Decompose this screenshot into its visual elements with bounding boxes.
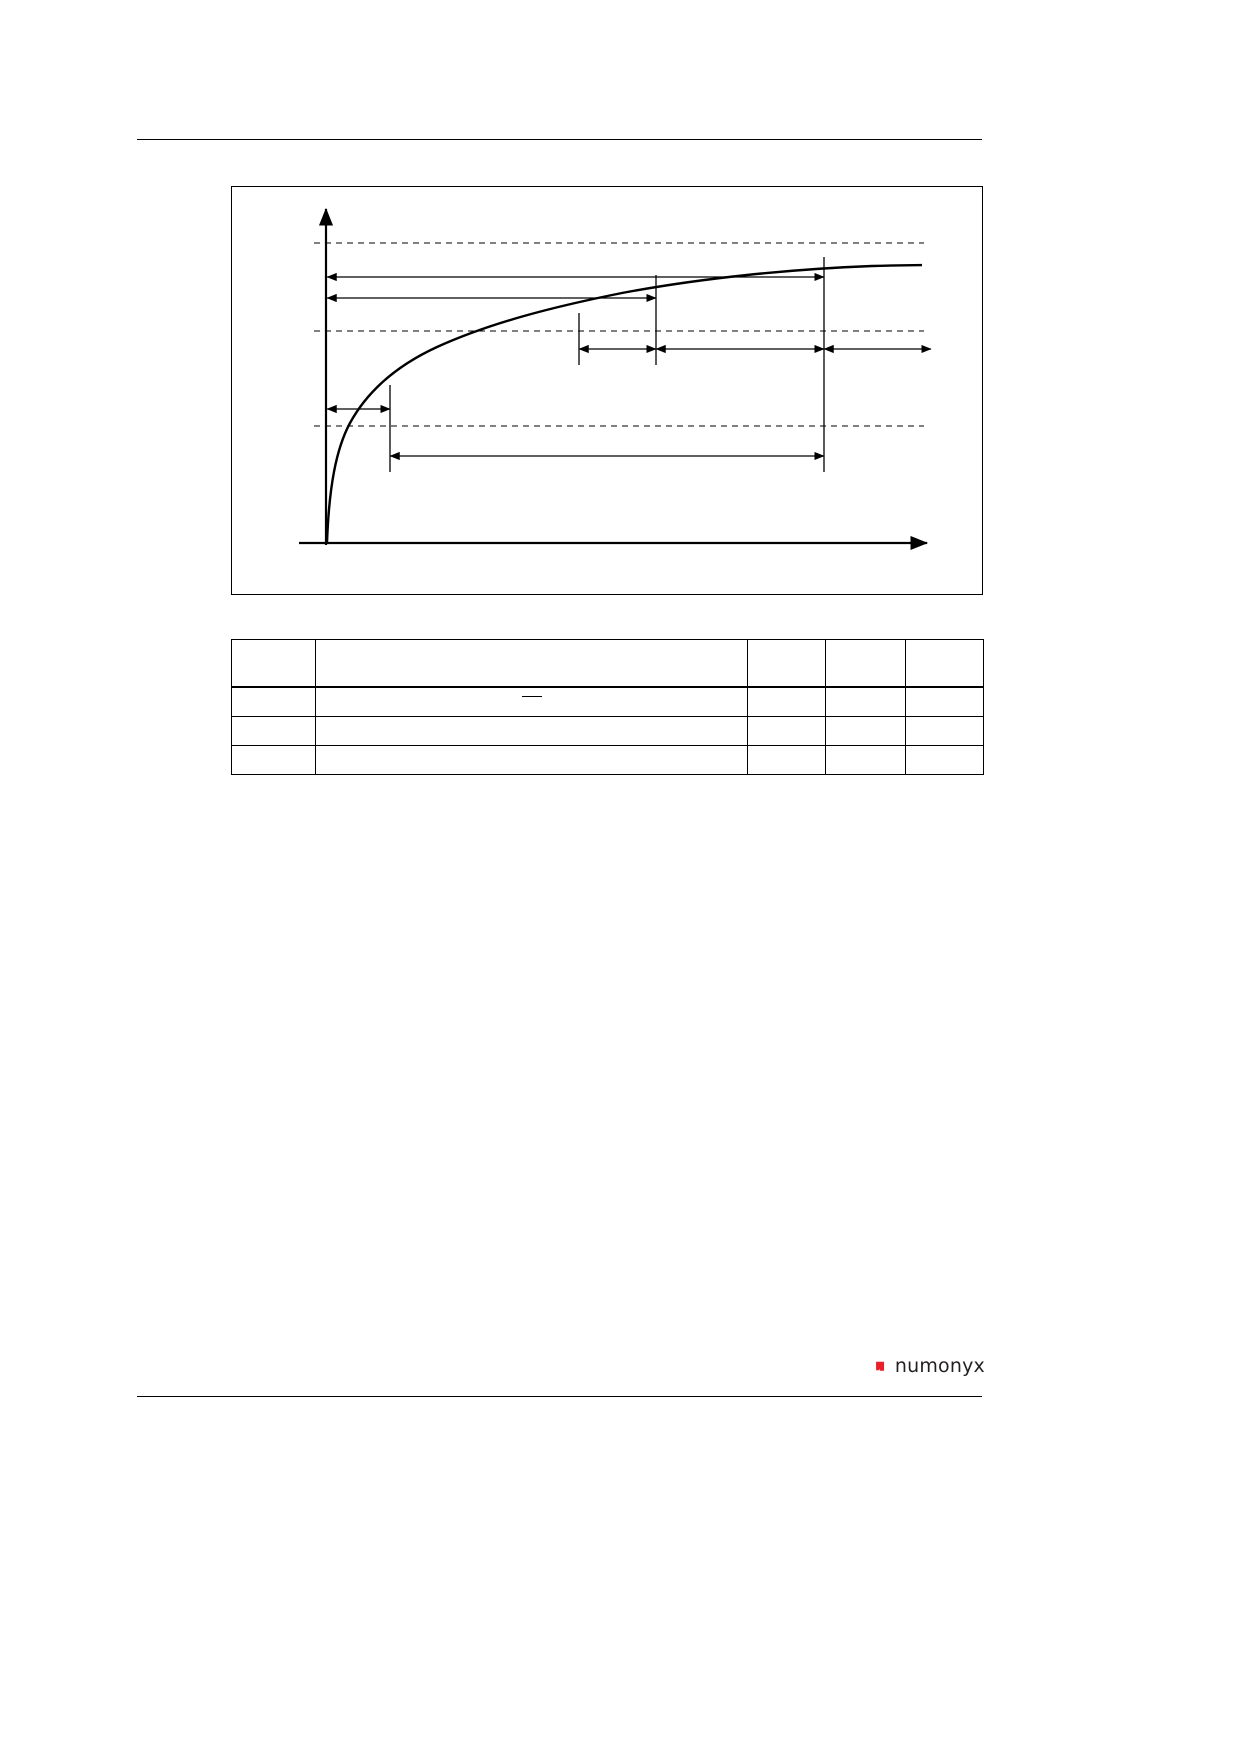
overline-marker [522,696,542,705]
cell-typ [826,687,906,717]
th-parameter [316,640,748,688]
cell-symbol [232,717,316,746]
measurement-arrows [327,277,931,456]
cell-parameter [316,717,748,746]
cell-min [748,717,826,746]
cell-max [906,687,984,717]
cell-max [906,746,984,775]
table-row [232,717,984,746]
th-min [748,640,826,688]
numonyx-logo [875,1349,985,1383]
cell-symbol [232,687,316,717]
th-symbol [232,640,316,688]
saturating-curve [327,265,922,543]
footer-rule [137,1396,982,1397]
axes [299,209,927,545]
cell-parameter [316,746,748,775]
header-rule [137,139,982,140]
figure-container [231,186,983,595]
table-header-row [232,640,984,688]
table-row [232,687,984,717]
cell-min [748,746,826,775]
cell-typ [826,717,906,746]
parameter-table [231,639,984,775]
figure-graphic [232,187,982,594]
numonyx-logo-icon [875,1353,889,1379]
numonyx-logo-text: numonyx [894,1355,985,1377]
th-max [906,640,984,688]
cell-typ [826,746,906,775]
cell-parameter [316,687,748,717]
cell-min [748,687,826,717]
th-typ [826,640,906,688]
vertical-markers [390,257,824,472]
cell-max [906,717,984,746]
cell-symbol [232,746,316,775]
dashed-levels [314,243,924,426]
parameter-table-wrap [231,639,983,775]
table-row [232,746,984,775]
